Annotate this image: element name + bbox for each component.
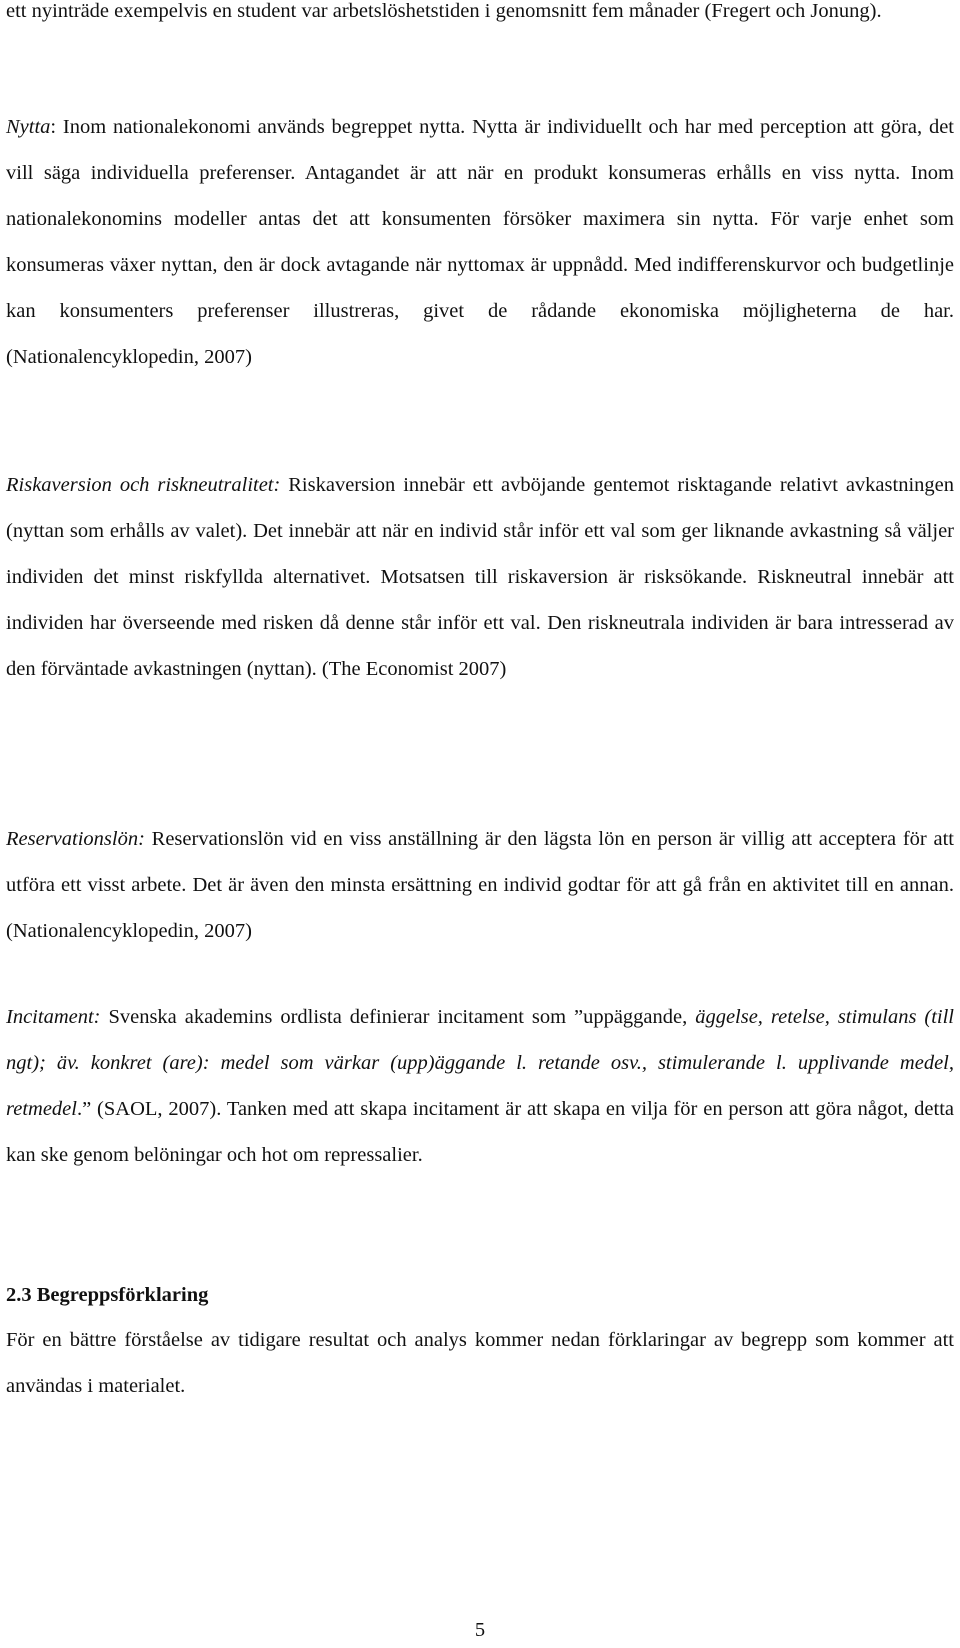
paragraph-intro — [6, 0, 954, 34]
page-number: 5 — [474, 1619, 486, 1641]
paragraph-riskaversion — [6, 462, 954, 692]
paragraph-reservationslon — [6, 816, 954, 954]
paragraph-incitament-text-a: Svenska akademins ordlista definierar incitament som ”uppäggande, — [100, 1006, 696, 1028]
term-riskaversion: Riskaversion och riskneutralitet: — [6, 474, 281, 496]
paragraph-nytta-text: Inom nationalekonomi används begreppet nytta. Nytta är individuellt och har med perception att göra, det vill säga individuella preferenser. Antagandet är att när en produkt konsumeras erhålls en viss nytta. Inom nationalekonomins modeller antas det att konsumenten försöker maximera sin nytta. För varje enhet som konsumeras växer nyttan, den är dock avtagande när nyttomax är uppnådd. Med indifferenskurvor och budgetlinje kan konsumenters preferenser illustreras, givet de rådande ekonomiska möjligheterna de har. (Nationalencyklopedin, 2007) — [6, 116, 954, 368]
paragraph-incitament — [6, 994, 954, 1178]
section-heading: 2.3 Begreppsförklaring — [6, 1284, 209, 1306]
saol-quote: äggelse, retelse, stimulans (till ngt); äv. konkret (are): medel som värkar (upp)äggande l. retande osv., stimulerande l. upplivande medel, retmedel — [6, 1006, 954, 1120]
section — [6, 1273, 954, 1409]
paragraph-incitament-text-b: .” (SAOL, 2007). Tanken med att skapa incitament är att skapa en vilja för en person att göra något, detta kan ske genom belöningar och hot om repressalier. — [6, 1098, 954, 1166]
paragraph-nytta — [6, 104, 954, 380]
paragraph-riskaversion-text: Riskaversion innebär ett avböjande gentemot risktagande relativt avkastningen (nyttan som erhålls av valet). Det innebär att när en individ står inför ett val som ger liknande avkastning så väljer individen det minst riskfyllda alternativet. Motsatsen till riskaversion är risksökande. Riskneutral innebär att individen har överseende med risken då denne står inför ett val. Den riskneutrala individen är bara intresserad av den förväntade avkastningen (nyttan). (The Economist 2007) — [6, 474, 954, 680]
paragraph-section-text: För en bättre förståelse av tidigare resultat och analys kommer nedan förklaringar av begrepp som kommer att användas i materialet. — [6, 1329, 954, 1397]
paragraph-reservationslon-text: Reservationslön vid en viss anställning är den lägsta lön en person är villig att acceptera för att utföra ett visst arbete. Det är även den minsta ersättning en individ godtar för att gå från en aktivitet till en annan. (Nationalencyklopedin, 2007) — [6, 828, 954, 942]
term-separator: : — [50, 116, 63, 138]
paragraph-intro-text: ett nyinträde exempelvis en student var arbetslöshetstiden i genomsnitt fem månader (Fregert och Jonung). — [6, 0, 882, 22]
term-reservationslon: Reservationslön: — [6, 828, 145, 850]
term-incitament: Incitament: — [6, 1006, 101, 1028]
term-nytta: Nytta — [6, 116, 51, 138]
